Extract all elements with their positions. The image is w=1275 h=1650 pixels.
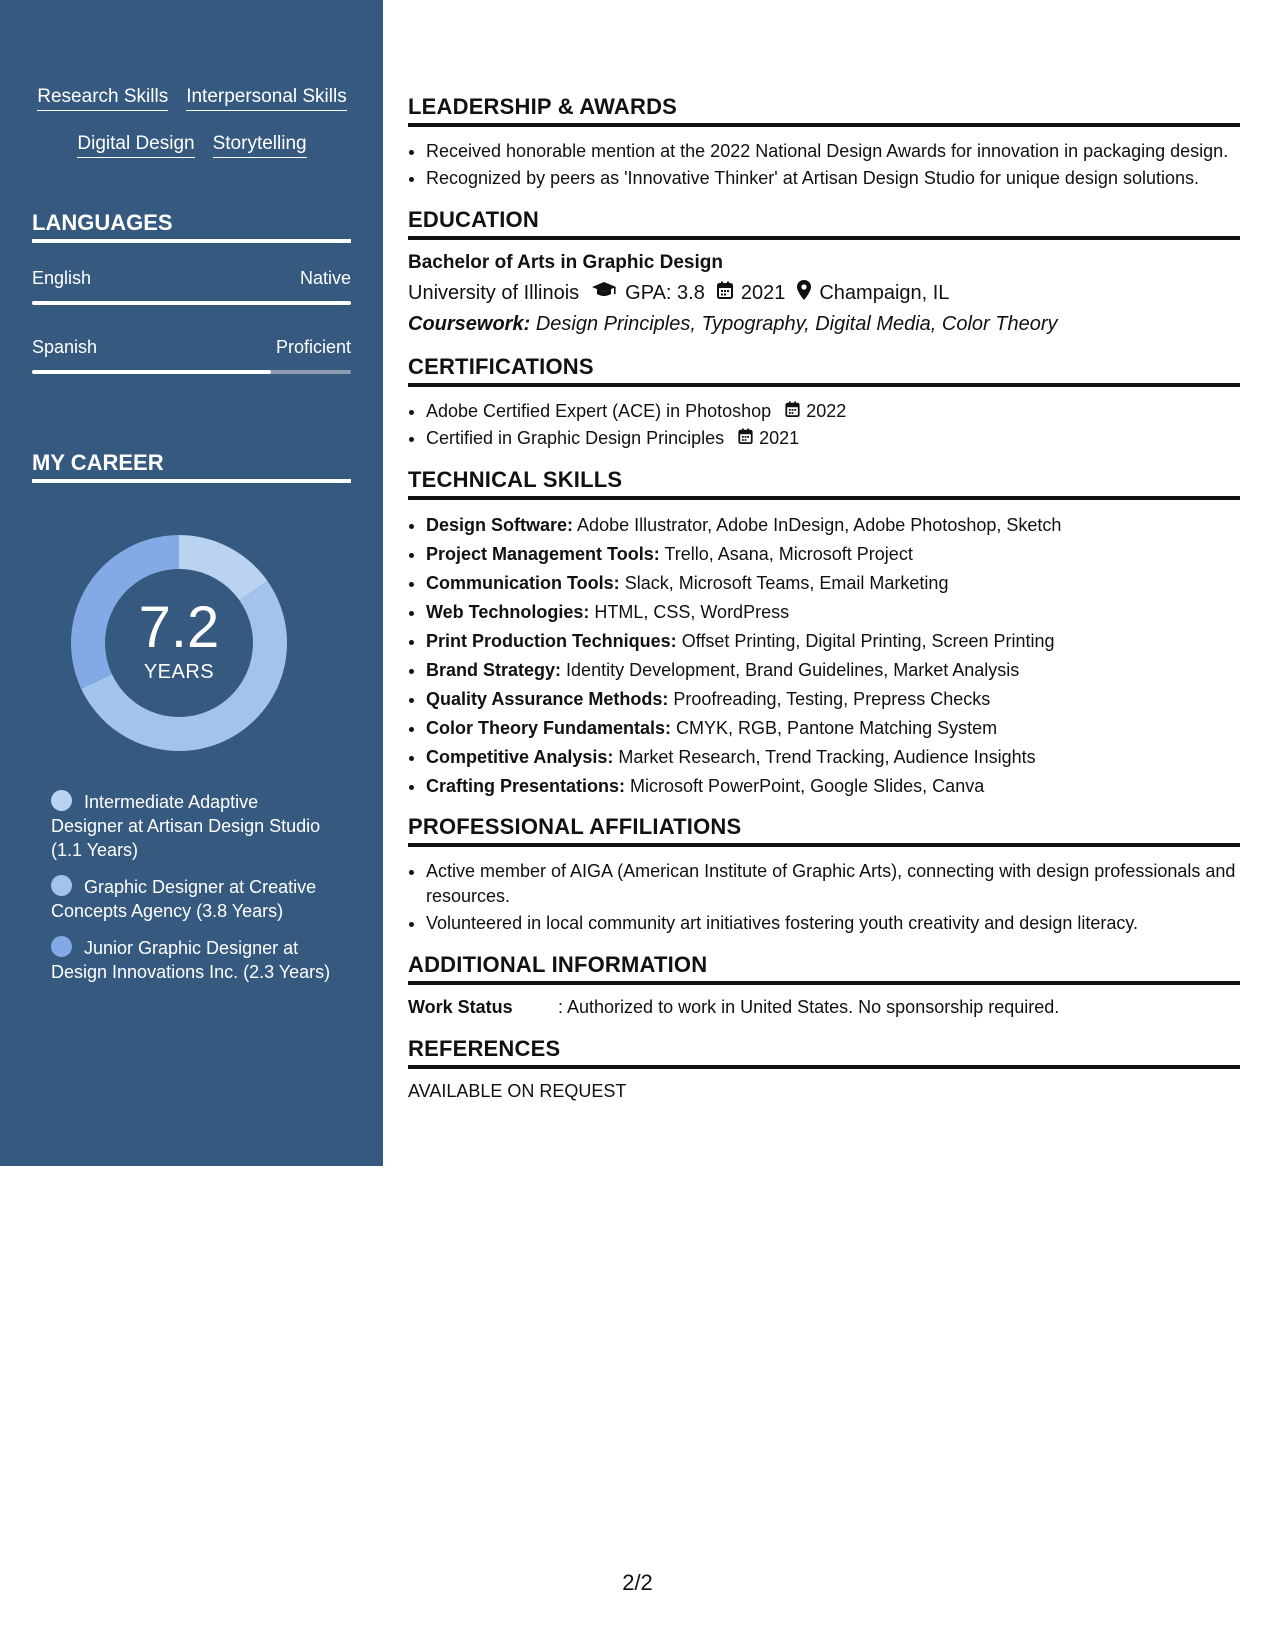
skill-label: Quality Assurance Methods:: [426, 689, 669, 709]
list-item: [426, 541, 1240, 568]
coursework-value: Design Principles, Typography, Digital Media, Color Theory: [535, 313, 1058, 335]
technical-skills-heading: TECHNICAL SKILLS: [408, 467, 1240, 500]
affiliations-heading: PROFESSIONAL AFFILIATIONS: [408, 814, 1240, 847]
career-dot: [51, 875, 72, 896]
career-item: [51, 875, 331, 923]
list-item: [426, 426, 1240, 451]
school-location: Champaign, IL: [819, 281, 950, 304]
language-bar: [32, 301, 351, 305]
language-bar: [32, 370, 351, 374]
certification-name: • Adobe Certified Expert (ACE) in Photoshop: [426, 401, 772, 421]
language-name: English: [32, 268, 92, 288]
certification-name: • Certified in Graphic Design Principles: [426, 428, 725, 448]
references-text: AVAILABLE ON REQUEST: [408, 1081, 627, 1101]
list-item: [426, 744, 1240, 771]
donut-center: [66, 530, 292, 756]
map-pin-icon: [797, 280, 811, 306]
calendar-icon: [785, 399, 800, 424]
skill-label: Print Production Techniques:: [426, 631, 677, 651]
list-item: [426, 599, 1240, 626]
skill-value: Slack, Microsoft Teams, Email Marketing: [624, 573, 949, 593]
list-item: [426, 657, 1240, 684]
skill-value: Market Research, Trend Tracking, Audience Insights: [618, 747, 1036, 767]
additional-info-heading: ADDITIONAL INFORMATION: [408, 952, 1240, 985]
affiliations-list: [408, 859, 1240, 936]
education-details: [408, 280, 1240, 306]
career-dot: [51, 936, 72, 957]
career-list: [51, 790, 331, 997]
skill-tag-storytelling[interactable]: Storytelling: [213, 133, 307, 158]
career-item-text: Intermediate Adaptive Designer at Artisan Design Studio (1.1 Years): [51, 792, 321, 860]
languages-heading: LANGUAGES: [32, 210, 351, 243]
skill-label: Project Management Tools:: [426, 544, 660, 564]
skill-tag-research[interactable]: Research Skills: [37, 86, 168, 111]
gpa: GPA: 3.8: [625, 281, 705, 304]
leadership-heading: LEADERSHIP & AWARDS: [408, 94, 1240, 127]
career-item: [51, 936, 331, 984]
coursework-label: Coursework:: [408, 313, 531, 335]
language-spanish: [32, 337, 351, 374]
list-item: [426, 773, 1240, 800]
skill-label: Color Theory Fundamentals:: [426, 718, 672, 738]
language-bar-fill: [32, 301, 351, 305]
skill-row: [22, 133, 362, 158]
page-number: 2/2: [622, 1570, 653, 1595]
technical-skills-list: [408, 512, 1240, 800]
education-heading: EDUCATION: [408, 207, 1240, 240]
certifications-heading: CERTIFICATIONS: [408, 354, 1240, 387]
work-status-row: [408, 997, 1240, 1018]
main-content: [408, 94, 1240, 1102]
degree-title: Bachelor of Arts in Graphic Design: [408, 252, 723, 273]
list-item: [426, 628, 1240, 655]
career-years-value: 7.2: [138, 594, 220, 660]
career-donut: [66, 530, 292, 756]
language-level: Native: [299, 268, 351, 288]
career-years-label: YEARS: [143, 660, 215, 683]
skill-value: Trello, Asana, Microsoft Project: [664, 544, 913, 564]
career-dot: [51, 790, 72, 811]
work-status-value: : Authorized to work in United States. No sponsorship required.: [558, 997, 1060, 1017]
skill-label: Competitive Analysis:: [426, 747, 614, 767]
list-item: [426, 570, 1240, 597]
skill-label: Communication Tools:: [426, 573, 620, 593]
list-item: [426, 715, 1240, 742]
school-name: University of Illinois: [408, 281, 580, 304]
leadership-list: [408, 139, 1240, 191]
career-item-text: Junior Graphic Designer at Design Innovations Inc. (2.3 Years): [51, 938, 331, 982]
skill-value: Microsoft PowerPoint, Google Slides, Canva: [630, 776, 985, 796]
skill-label: Web Technologies:: [426, 602, 590, 622]
career-heading: MY CAREER: [32, 450, 351, 483]
calendar-icon: [738, 426, 753, 451]
language-name: Spanish: [32, 337, 98, 357]
graduation-year: 2021: [740, 281, 786, 304]
references-heading: REFERENCES: [408, 1036, 1240, 1069]
skill-label: Design Software:: [426, 515, 574, 535]
language-level: Proficient: [275, 337, 351, 357]
list-item: [426, 512, 1240, 539]
list-item: • Received honorable mention at the 2022 National Design Awards for innovation in packaging design.: [426, 139, 1240, 164]
certification-year: 2022: [806, 401, 847, 421]
skill-tag-digital-design[interactable]: Digital Design: [77, 133, 194, 158]
calendar-icon: [717, 281, 733, 305]
coursework: [408, 313, 1240, 336]
language-english: [32, 268, 351, 305]
sidebar: [0, 0, 383, 1166]
career-item-text: Graphic Designer at Creative Concepts Agency (3.8 Years): [51, 877, 317, 921]
skill-tag-interpersonal[interactable]: Interpersonal Skills: [186, 86, 347, 111]
list-item: [426, 399, 1240, 424]
work-status-label: Work Status: [408, 997, 513, 1017]
skill-label: Crafting Presentations:: [426, 776, 626, 796]
certifications-list: [408, 399, 1240, 451]
list-item: • Active member of AIGA (American Institute of Graphic Arts), connecting with design professionals and resources.: [426, 859, 1240, 909]
list-item: • Recognized by peers as 'Innovative Thinker' at Artisan Design Studio for unique design solutions.: [426, 166, 1240, 191]
career-item: [51, 790, 331, 862]
certification-year: 2021: [759, 428, 800, 448]
skill-tags: [22, 86, 362, 180]
skill-value: Identity Development, Brand Guidelines, Market Analysis: [566, 660, 1020, 680]
skill-row: [22, 86, 362, 111]
graduation-cap-icon: [591, 281, 617, 305]
skill-value: CMYK, RGB, Pantone Matching System: [676, 718, 998, 738]
language-bar-fill: [32, 370, 271, 374]
skill-label: Brand Strategy:: [426, 660, 562, 680]
skill-value: Offset Printing, Digital Printing, Screen Printing: [681, 631, 1055, 651]
list-item: [426, 686, 1240, 713]
list-item: • Volunteered in local community art initiatives fostering youth creativity and design literacy.: [426, 911, 1240, 936]
skill-value: Adobe Illustrator, Adobe InDesign, Adobe Photoshop, Sketch: [577, 515, 1062, 535]
skill-value: Proofreading, Testing, Prepress Checks: [673, 689, 991, 709]
skill-value: HTML, CSS, WordPress: [594, 602, 790, 622]
